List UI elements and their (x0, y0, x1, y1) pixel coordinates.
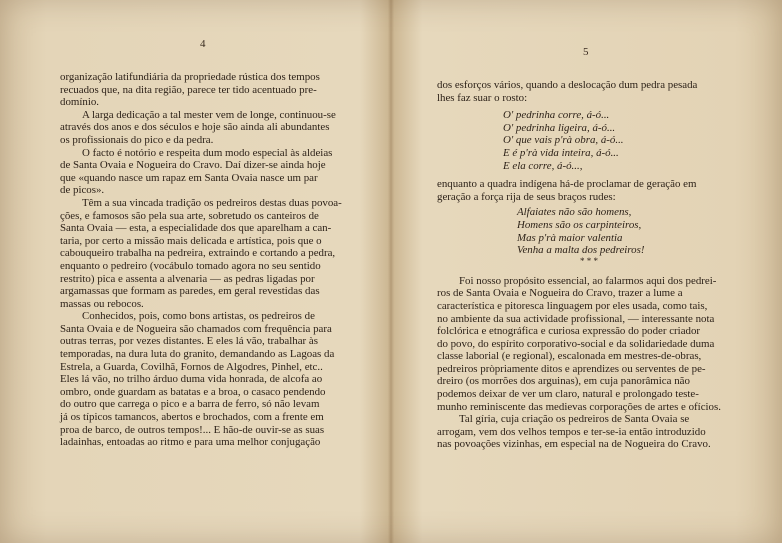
verse-line: O' pedrinha ligeira, á-ó... (503, 121, 616, 134)
text-line: de picos». (60, 184, 105, 197)
verse-line: Alfaiates não são homens, (517, 206, 632, 219)
text-line: folclórica e etnográfica e curiosa expressão do poder criador (437, 325, 701, 338)
text-line: geração a força rija de seus braços rudes: (437, 190, 616, 203)
text-line: restrito) pica e assenta a alvenaria — as pedras ligadas por (60, 272, 315, 285)
text-line: arrogam, vem dos velhos tempos e ter-se-ia então introduzido (437, 425, 706, 438)
text-line: lhes faz suar o rosto: (437, 91, 528, 104)
text-line: no ambiente da sua actividade profissional, — interessante nota (437, 312, 715, 325)
text-line: Foi nosso propósito essencial, ao falarmos aqui dos pedrei- (459, 274, 717, 287)
verse-line: O' que vais p'rà obra, á-ó... (503, 134, 624, 147)
text-line: Estrela, a Guarda, Covilhã, Fornos de Algodres, Pinhel, etc.. (60, 360, 323, 373)
text-line: enquanto a quadra indígena há-de proclamar de geração em (437, 178, 697, 191)
text-line: característica e pitoresca linguagem por eles usada, como tais, (437, 299, 708, 312)
text-line: ros de Santa Ovaia e Nogueira do Cravo, trazer a lume a (437, 287, 683, 300)
text-line: do outro que carrega o pico e a barra de ferro, só não levam (60, 398, 320, 411)
verse-line: E ela corre, á-ó..., (503, 159, 583, 172)
text-line: já os típicos tamancos, abertos e brochados, com a frente em (60, 411, 324, 424)
text-line: proa de barco, de outros tempos!... E hão-de ouvir-se as suas (60, 423, 325, 436)
section-separator: * * * (580, 255, 598, 266)
text-line: argamassas que formam as paredes, em geral revestidas das (60, 285, 320, 298)
right-page (391, 0, 782, 543)
text-line: de Santa Ovaia e Nogueira do Cravo. Daí dizer-se ainda hoje (60, 159, 326, 172)
text-line: organização latifundiária da propriedade rústica dos tempos (60, 71, 320, 83)
verse-line: Venha a malta dos pedreiros! (517, 244, 645, 257)
text-line: A larga dedicação a tal mester vem de longe, continuou-se (82, 108, 336, 121)
text-line: domínio. (60, 96, 100, 109)
verse-line: O' pedrinha corre, á-ó... (503, 109, 610, 122)
page-number: 5 (583, 46, 589, 58)
text-line: podemos deixar de ver um claro, natural e prolongado teste- (437, 388, 699, 401)
text-line: Têm a sua vincada tradição os pedreiros destas duas povoa- (82, 196, 342, 209)
text-line: Eles lá vão, no trilho árduo duma vida honrada, de alcofa ao (60, 373, 323, 386)
verse-line: Mas p'rà maior valentia (517, 231, 623, 244)
text-line: através dos anos e dos séculos e hoje são ainda ali abundantes (60, 121, 330, 134)
text-line: pedreiros pròpriamente ditos e aprendizes ou serventes de pe- (437, 362, 706, 375)
text-line: ladainhas, entoadas ao ritmo e para uma melhor conjugação (60, 436, 321, 449)
page-number: 4 (200, 38, 206, 50)
text-line: dreiro (os morrões dos arguinas), em cuja panorâmica não (437, 375, 690, 388)
text-line: Tal gíria, cuja criação os pedreiros de Santa Ovaia se (459, 413, 690, 426)
text-line: temporadas, na dura luta do granito, demandando as Lagoas da (60, 348, 335, 361)
text-line: munho reminiscente das medievas corporações de artes e ofícios. (437, 400, 721, 413)
text-line: outras terras, por vezes distantes. E eles lá vão, trabalhar às (60, 335, 318, 348)
text-line: Santa Ovaia — esta, a especialidade dos que aparelham a can- (60, 222, 332, 235)
left-page-text (60, 71, 344, 449)
text-line: Conhecidos, pois, como bons artistas, os pedreiros de (82, 310, 315, 323)
verse-line: Homens são os carpinteiros, (517, 218, 642, 231)
text-line: O facto é notório e respeita dum modo especial às aldeias (82, 146, 333, 159)
text-line: do povo, do espírito corporativo-social e da solidariedade duma (437, 337, 715, 350)
text-line: dos esforços vários, quando a deslocação dum pedra pesada (437, 79, 698, 91)
text-line: os profissionais do pico e da pedra. (60, 133, 214, 146)
text-line: enquanto o pedreiro (vocábulo tomado agora no seu sentido (60, 259, 321, 272)
text-line: ombro, onde guardam as batatas e a broa, o casaco pendendo (60, 385, 326, 398)
text-line: recuados que, na dita região, parece ter tido acentuado pre- (60, 83, 317, 96)
right-page-text (437, 79, 733, 451)
text-line: nas povoações vizinhas, em especial na de Nogueira do Cravo. (437, 438, 711, 451)
verse-line: E é p'rà vida inteira, á-ó... (503, 146, 619, 159)
text-line: ções, e famosos são pela sua arte, sobretudo os canteiros de (60, 209, 319, 222)
text-line: taria, por certo a missão mais delicada e artística, pois que o (60, 234, 322, 247)
text-line: cabouqueiro trabalha na pedreira, extraindo e cortando a pedra, (60, 247, 336, 260)
text-line: que «quando nasce um rapaz em Santa Ovaia nasce um par (60, 171, 318, 184)
text-line: Santa Ovaia e de Nogueira são chamados com frequência para (60, 322, 332, 335)
text-line: classe laborial (e regional), escalonada em mestres-de-obras, (437, 350, 702, 363)
text-line: massas ou rebocos. (60, 297, 144, 310)
